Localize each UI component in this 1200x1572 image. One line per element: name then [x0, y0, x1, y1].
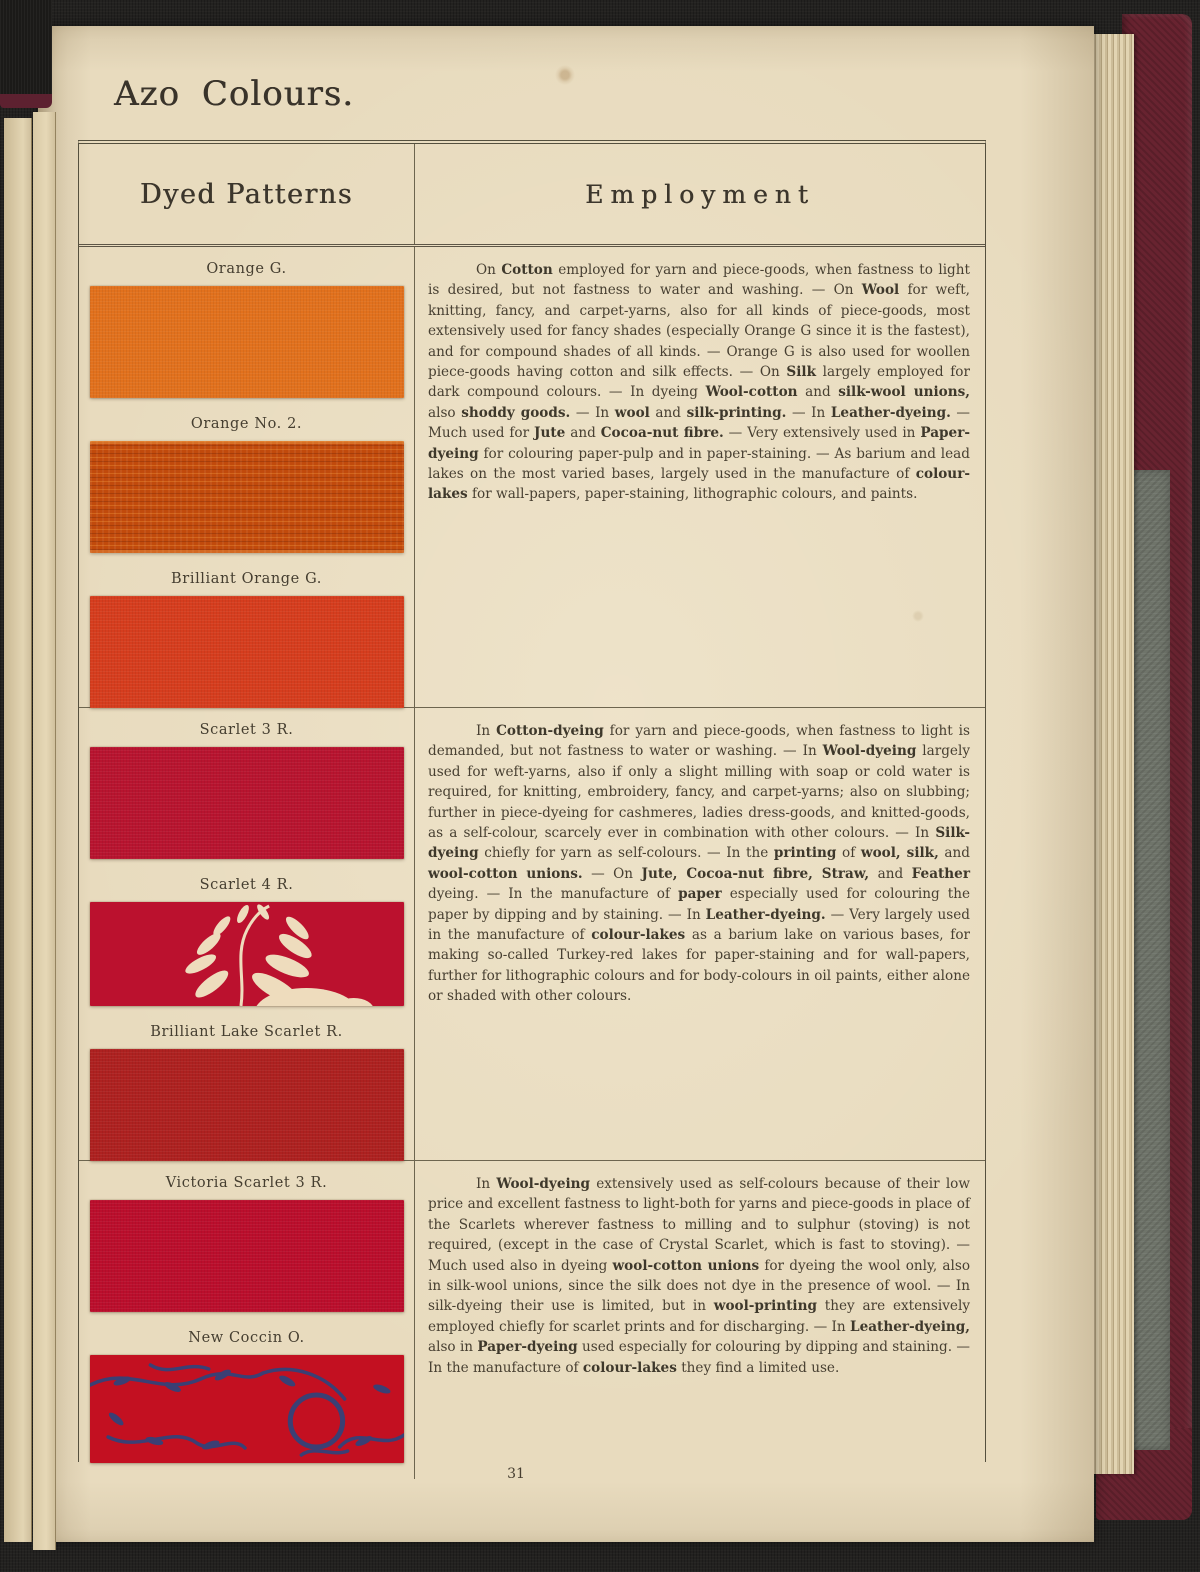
swatch-group-brilliant-orange-g: [90, 569, 404, 708]
employment-run: for weft, knitting, fancy, and carpet-yarns, also for all kinds of piece-goods, most extensively used for fancy shades (especially Orange G since it is the fastest), and for compound shades of all kinds. — Orange G is also used for woollen piece-goods having cotton and silk effects. — On: [428, 282, 970, 380]
employment-cell: [415, 1161, 985, 1479]
employment-run: dyeing. — In the manufacture of: [428, 886, 679, 903]
employment-run: — Much used for: [428, 404, 971, 442]
employment-run: and: [797, 384, 839, 401]
fabric-swatch-scarlet-3-r: [90, 747, 404, 859]
employment-term: wool-cotton unions.: [428, 865, 583, 882]
employment-term: Cocoa-nut fibre.: [600, 425, 724, 442]
employment-term: Wool-dyeing: [496, 1176, 591, 1192]
employment-term: wool-cotton unions: [612, 1257, 760, 1274]
table-header-row: [79, 144, 985, 247]
employment-term: Paper-dyeing: [477, 1339, 578, 1356]
employment-term: wool: [614, 404, 650, 421]
employment-term: silk-wool unions,: [838, 384, 970, 401]
swatch-label-orange-no-2: Orange No. 2.: [190, 416, 303, 432]
employment-term: printing: [773, 845, 837, 862]
swatch-label-brilliant-lake-scarlet-r: Brilliant Lake Scarlet R.: [150, 1024, 343, 1040]
fabric-swatch-brilliant-lake-scarlet-r: [90, 1049, 404, 1161]
swatch-group-scarlet-4-r: [90, 875, 404, 1006]
employment-run: and: [869, 865, 912, 882]
employment-term: Leather-dyeing.: [705, 906, 826, 923]
employment-run: — Very extensively used in: [723, 425, 921, 442]
gutter-page-edge: [33, 112, 55, 1550]
employment-term: Jute: [534, 425, 566, 442]
employment-term: Wool-dyeing: [822, 743, 917, 760]
employment-term: Silk-dyeing: [428, 824, 970, 862]
employment-term: silk-printing.: [686, 404, 787, 421]
column-header-employment: Employment: [585, 179, 815, 209]
patterns-cell: [79, 1161, 415, 1479]
table-body: [79, 247, 985, 1479]
employment-run: used especially for colouring by dipping and staining. — In the manufacture of: [428, 1339, 970, 1376]
swatch-label-scarlet-4-r: Scarlet 4 R.: [199, 877, 294, 893]
employment-term: Wool: [861, 282, 900, 299]
page-stack-fore-edge: [1090, 34, 1134, 1474]
swatch-label-new-coccin-o: New Coccin O.: [188, 1330, 305, 1346]
fabric-swatch-brilliant-orange-g: [90, 596, 404, 708]
employment-term: Feather: [911, 865, 970, 882]
swatch-group-orange-g: [90, 259, 404, 398]
employment-term: Cotton: [501, 262, 553, 278]
patterns-table: [78, 140, 986, 1462]
employment-term: shoddy goods.: [461, 404, 571, 421]
employment-run: they find a limited use.: [676, 1359, 840, 1376]
employment-run: employed for yarn and piece-goods, when fastness to light is desired, but not fastness to water and washing. — On: [428, 262, 970, 299]
employment-run: and: [565, 425, 601, 442]
employment-run: and: [649, 404, 687, 421]
page-title: Azo Colours.: [114, 74, 354, 114]
fabric-swatch-orange-no-2: [90, 441, 404, 553]
employment-term: Paper-dyeing: [428, 425, 970, 462]
employment-term: Leather-dyeing.: [830, 404, 951, 421]
employment-run: also in: [428, 1339, 478, 1356]
binding-cloth-corner: [0, 0, 52, 96]
employment-run: as a barium lake on various bases, for making so-called Turkey-red lakes for paper-staining and for wall-papers, further for lithographic colours and for body-colours in oil paints, either alone or shaded with other colours.: [428, 926, 970, 1005]
employment-term: colour-lakes: [428, 465, 970, 503]
page-number: 31: [507, 1466, 525, 1482]
employment-run: and: [938, 845, 970, 862]
employment-run: chiefly for yarn as self-colours. — In the: [478, 845, 774, 862]
employment-term: Jute, Cocoa-nut fibre, Straw,: [641, 865, 870, 882]
employment-cell: [415, 247, 985, 707]
employment-run: — Very largely used in the manufacture of: [428, 906, 970, 943]
employment-run: of: [836, 845, 861, 862]
gutter-page-edge: [4, 118, 31, 1542]
employment-run: for yarn and piece-goods, when fastness to light is demanded, but not fastness to water or washing. — In: [428, 723, 971, 760]
employment-term: Cotton-dyeing: [496, 723, 604, 739]
swatch-label-orange-g: Orange G.: [206, 261, 287, 277]
employment-cell: [415, 708, 985, 1160]
swatch-group-new-coccin-o: [90, 1328, 404, 1463]
swatch-label-brilliant-orange-g: Brilliant Orange G.: [171, 571, 322, 587]
swatch-group-victoria-scarlet-3-r: [90, 1173, 404, 1312]
table-row: [79, 247, 985, 707]
employment-term: colour-lakes: [582, 1359, 677, 1376]
employment-text: [428, 1174, 970, 1378]
column-header-dyed-patterns: Dyed Patterns: [79, 144, 415, 244]
employment-term: paper: [678, 886, 722, 903]
swatch-label-scarlet-3-r: Scarlet 3 R.: [199, 722, 294, 738]
swatch-label-victoria-scarlet-3-r: Victoria Scarlet 3 R.: [165, 1175, 328, 1191]
employment-run: — On: [582, 865, 642, 882]
fabric-swatch-orange-g: [90, 286, 404, 398]
employment-run: — In: [786, 404, 831, 421]
swatch-group-scarlet-3-r: [90, 720, 404, 859]
page-gutter-edges: [0, 112, 60, 1550]
employment-term: colour-lakes: [591, 926, 686, 943]
table-row: [79, 707, 985, 1160]
swatch-group-orange-no-2: [90, 414, 404, 553]
fabric-swatch-victoria-scarlet-3-r: [90, 1200, 404, 1312]
employment-run: largely employed for dark compound colours. — In dyeing: [428, 363, 970, 401]
swatch-group-brilliant-lake-scarlet-r: [90, 1022, 404, 1161]
employment-run: largely used for weft-yarns, also if only a slight milling with soap or cold water is required, for knitting, embroidery, fancy, and carpet-yarns; also on slubbing; further in piece-dyeing for cashmeres, ladies dress-goods, and knitted-goods, as a self-colour, scarcely ever in combination with other colours. — In: [428, 743, 971, 841]
employment-run: they are extensively employed chiefly for scarlet prints and for discharging. — In: [428, 1298, 970, 1335]
employment-run: for colouring paper-pulp and in paper-staining. — As barium and lead lakes on the most varied bases, largely used in the manufacture of: [428, 445, 970, 482]
patterns-cell: [79, 247, 415, 707]
employment-run: also: [428, 404, 462, 421]
employment-text: [428, 721, 970, 1006]
employment-run: extensively used as self-colours because of their low price and excellent fastness to light-both for yarns and piece-goods in place of the Scarlets wherever fastness to milling and to sulphur (stoving) is not required, (except in the case of Crystal Scarlet, which is fast to stoving). — Much used also in dyeing: [428, 1176, 970, 1274]
patterns-cell: [79, 708, 415, 1160]
employment-run: for dyeing the wool only, also in silk-wool unions, since the silk does not dye in the presence of wool. — In silk-dyeing their use is limited, but in: [428, 1257, 971, 1315]
employment-term: Leather-dyeing,: [850, 1318, 970, 1335]
employment-run: On: [476, 262, 502, 278]
book-page: [38, 26, 1094, 1542]
table-row: [79, 1160, 985, 1479]
employment-run: especially used for colouring the paper by dipping and by staining. — In: [428, 886, 970, 923]
employment-term: wool, silk,: [860, 845, 939, 862]
employment-run: for wall-papers, paper-staining, lithographic colours, and paints.: [467, 486, 918, 503]
employment-term: Wool-cotton: [705, 384, 798, 401]
employment-run: In: [476, 723, 497, 739]
fabric-swatch-new-coccin-o: [90, 1355, 404, 1463]
employment-term: Silk: [786, 363, 816, 380]
employment-text: [428, 260, 970, 505]
fabric-swatch-scarlet-4-r: [90, 902, 404, 1006]
employment-run: — In: [570, 404, 615, 421]
employment-term: wool-printing: [713, 1298, 817, 1315]
employment-run: In: [476, 1176, 497, 1192]
